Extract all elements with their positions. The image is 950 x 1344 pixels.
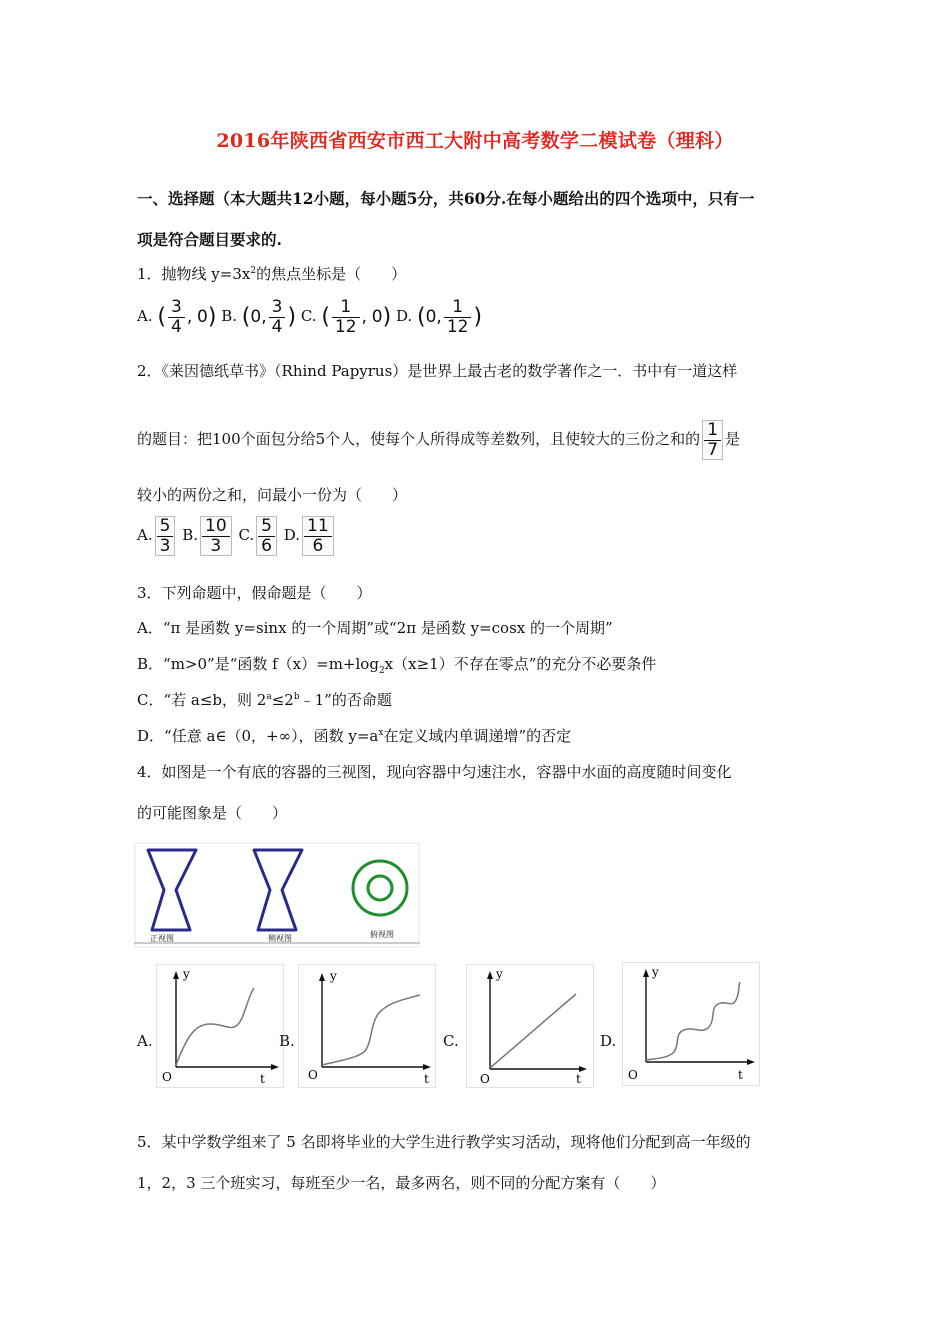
q4-line2: 的可能图象是（ ）: [137, 804, 288, 822]
left-paren: (: [241, 304, 251, 330]
q1-label-c: C.: [300, 307, 317, 326]
q2-line2-text: 的题目：把100个面包分给5个人，使每个人所得成等差数列，且使较大的三份之和的: [137, 430, 701, 449]
y-axis-label: y: [652, 965, 659, 979]
q1-option-c[interactable]: [301, 298, 391, 336]
q4-line1: 4．如图是一个有底的容器的三视图，现向容器中匀速注水，容器中水面的高度随时间变化: [137, 763, 732, 781]
q4-label-c[interactable]: C.: [443, 1032, 459, 1050]
three-views-figure: [134, 842, 420, 948]
q5-line2: 1，2，3 三个班实习，每班至少一名，最多两名，则不同的分配方案有（ ）: [137, 1174, 666, 1192]
q2-line2: [137, 420, 740, 460]
q2-option-a[interactable]: [137, 516, 177, 556]
origin-label: O: [480, 1072, 490, 1086]
y-axis-label: y: [183, 967, 190, 981]
q2-options: [137, 516, 336, 556]
q1-stem-text: 1．抛物线 y=3x: [137, 265, 251, 283]
left-paren: (: [416, 304, 426, 330]
q1-option-a[interactable]: [137, 298, 216, 336]
origin-label: O: [308, 1068, 318, 1082]
q1-label-d: D.: [395, 307, 413, 326]
q4-graph-a[interactable]: [156, 964, 284, 1088]
q2-a-fraction: [155, 516, 176, 556]
q1-stem: [137, 263, 406, 284]
q3-c-tail: ﹣1”的否命题: [299, 691, 392, 709]
comma: ,: [261, 307, 267, 328]
denominator: 6: [312, 535, 324, 556]
q3-b-tail: x（x≥1）不存在零点”的充分不必要条件: [384, 655, 657, 673]
section-heading-line1: 一、选择题（本大题共12小题，每小题5分，共60分.在每小题给出的四个选项中，只有一: [137, 189, 755, 208]
q4-label-b[interactable]: B.: [279, 1032, 295, 1050]
front-view-label: 正视图: [150, 934, 174, 943]
x-axis-label: t: [260, 1072, 265, 1086]
q2-b-fraction: [200, 516, 232, 556]
q1-d-fraction: [444, 298, 472, 336]
q4-graph-c[interactable]: [466, 964, 594, 1088]
x-axis-label: t: [738, 1068, 743, 1082]
x-axis-label: t: [424, 1072, 429, 1086]
denominator: 7: [707, 439, 719, 460]
numerator: 5: [157, 517, 174, 537]
x-axis-label: t: [576, 1072, 581, 1086]
q1-option-d[interactable]: [396, 298, 482, 336]
q2-c-fraction: [256, 516, 277, 556]
y-axis-label: y: [496, 967, 503, 981]
q1-option-b[interactable]: [221, 298, 296, 336]
y-axis-label: y: [330, 969, 337, 983]
x-arrow-icon: [747, 1059, 755, 1065]
log-base: 2: [378, 666, 385, 676]
page-title: 2016年陕西省西安市西工大附中高考数学二模试卷（理科）: [216, 130, 734, 152]
q4-graph-d[interactable]: [622, 962, 760, 1086]
q3-option-b[interactable]: [137, 653, 656, 676]
right-paren: ): [287, 304, 297, 330]
q2-line2-tail: 是: [725, 430, 741, 449]
q3-option-a[interactable]: A．“π 是函数 y=sinx 的一个周期”或“2π 是函数 y=cosx 的一个周期”: [137, 619, 613, 637]
q1-c-fraction: [332, 298, 360, 336]
curve-d: [646, 982, 740, 1060]
q4-label-d[interactable]: D.: [600, 1032, 617, 1050]
q5-line1: 5．某中学数学组来了 5 名即将毕业的大学生进行教学实习活动，现将他们分配到高一年级的: [137, 1133, 751, 1151]
curve-a: [176, 988, 254, 1065]
q3-d-tail: 在定义域内单调递增”的否定: [383, 727, 572, 745]
q3-d-text: D．“任意 a∈（0，+∞），函数 y=a: [137, 727, 379, 745]
origin-label: O: [628, 1068, 638, 1082]
comma: ,: [361, 307, 367, 328]
q1-options: [137, 298, 482, 336]
q2-label-c: C.: [238, 526, 255, 545]
q2-inline-fraction: [702, 420, 723, 460]
q2-line1: 2．《莱因德纸草书》（Rhind Papyrus）是世界上最古老的数学著作之一．书中有一道这样: [137, 362, 738, 380]
q3-option-d[interactable]: [137, 725, 571, 746]
denominator: 4: [170, 316, 182, 337]
q2-d-fraction: [302, 516, 334, 556]
q3-option-c[interactable]: [137, 689, 392, 710]
q2-line3: 较小的两份之和，问最小一份为（ ）: [137, 486, 408, 504]
exponent-x: x: [378, 728, 384, 738]
comma: ,: [186, 307, 193, 328]
x-arrow-icon: [271, 1064, 279, 1070]
numerator: 1: [444, 298, 472, 318]
exponent-b: b: [293, 692, 300, 702]
denominator: 12: [334, 316, 357, 337]
q3-c-mid: ≤2: [271, 691, 294, 709]
y-arrow-icon: [643, 969, 649, 977]
q3-c-text: C．“若 a≤b，则 2: [137, 691, 267, 709]
right-paren: ): [382, 304, 392, 330]
q1-b-zero: 0: [250, 307, 262, 328]
denominator: 12: [446, 316, 469, 337]
q1-b-fraction: [269, 298, 286, 336]
line-c: [490, 994, 576, 1068]
origin-label: O: [162, 1070, 172, 1084]
y-arrow-icon: [319, 973, 325, 981]
q2-option-d[interactable]: [284, 516, 336, 556]
q1-c-zero: 0: [371, 307, 383, 328]
q4-graph-b[interactable]: [298, 964, 436, 1088]
q1-label-b: B.: [221, 307, 237, 326]
q2-label-b: B.: [182, 526, 199, 545]
q3-stem: 3．下列命题中，假命题是（ ）: [137, 584, 372, 602]
comma: ,: [436, 307, 442, 328]
right-paren: ): [473, 304, 483, 330]
top-view-label: 俯视图: [370, 930, 394, 939]
q1-stem-tail: 的焦点坐标是（ ）: [256, 265, 407, 283]
denominator: 4: [271, 316, 283, 337]
numerator: 3: [269, 298, 286, 318]
numerator: 10: [202, 517, 230, 537]
numerator: 1: [704, 421, 721, 441]
q2-option-b[interactable]: [182, 516, 233, 556]
q2-label-d: D.: [283, 526, 301, 545]
y-arrow-icon: [487, 971, 493, 979]
q2-option-c[interactable]: [238, 516, 279, 556]
exponent-a: a: [266, 692, 272, 702]
q1-a-zero: 0: [197, 307, 208, 328]
q3-b-text: B．“m>0”是“函数 f（x）=m+log: [137, 655, 379, 673]
graph-frame: [299, 965, 436, 1088]
q2-label-a: A.: [137, 526, 153, 545]
curve-b: [322, 995, 420, 1065]
numerator: 1: [332, 298, 360, 318]
x-arrow-icon: [423, 1064, 431, 1070]
y-arrow-icon: [173, 971, 179, 979]
right-paren: ): [207, 304, 217, 330]
denominator: 3: [159, 535, 171, 556]
q1-exponent: 2: [250, 266, 257, 276]
left-paren: (: [321, 304, 330, 330]
q4-label-a[interactable]: A.: [137, 1032, 153, 1050]
numerator: 3: [168, 298, 185, 318]
denominator: 3: [210, 535, 222, 556]
section-heading-line2: 项是符合题目要求的.: [137, 230, 282, 249]
numerator: 11: [304, 517, 332, 537]
q1-a-fraction: [168, 298, 185, 336]
left-paren: (: [157, 304, 166, 330]
q1-label-a: A.: [137, 307, 153, 326]
side-view-label: 侧视图: [268, 934, 292, 943]
denominator: 6: [261, 535, 272, 556]
q1-d-zero: 0: [425, 307, 437, 328]
numerator: 5: [258, 517, 275, 537]
